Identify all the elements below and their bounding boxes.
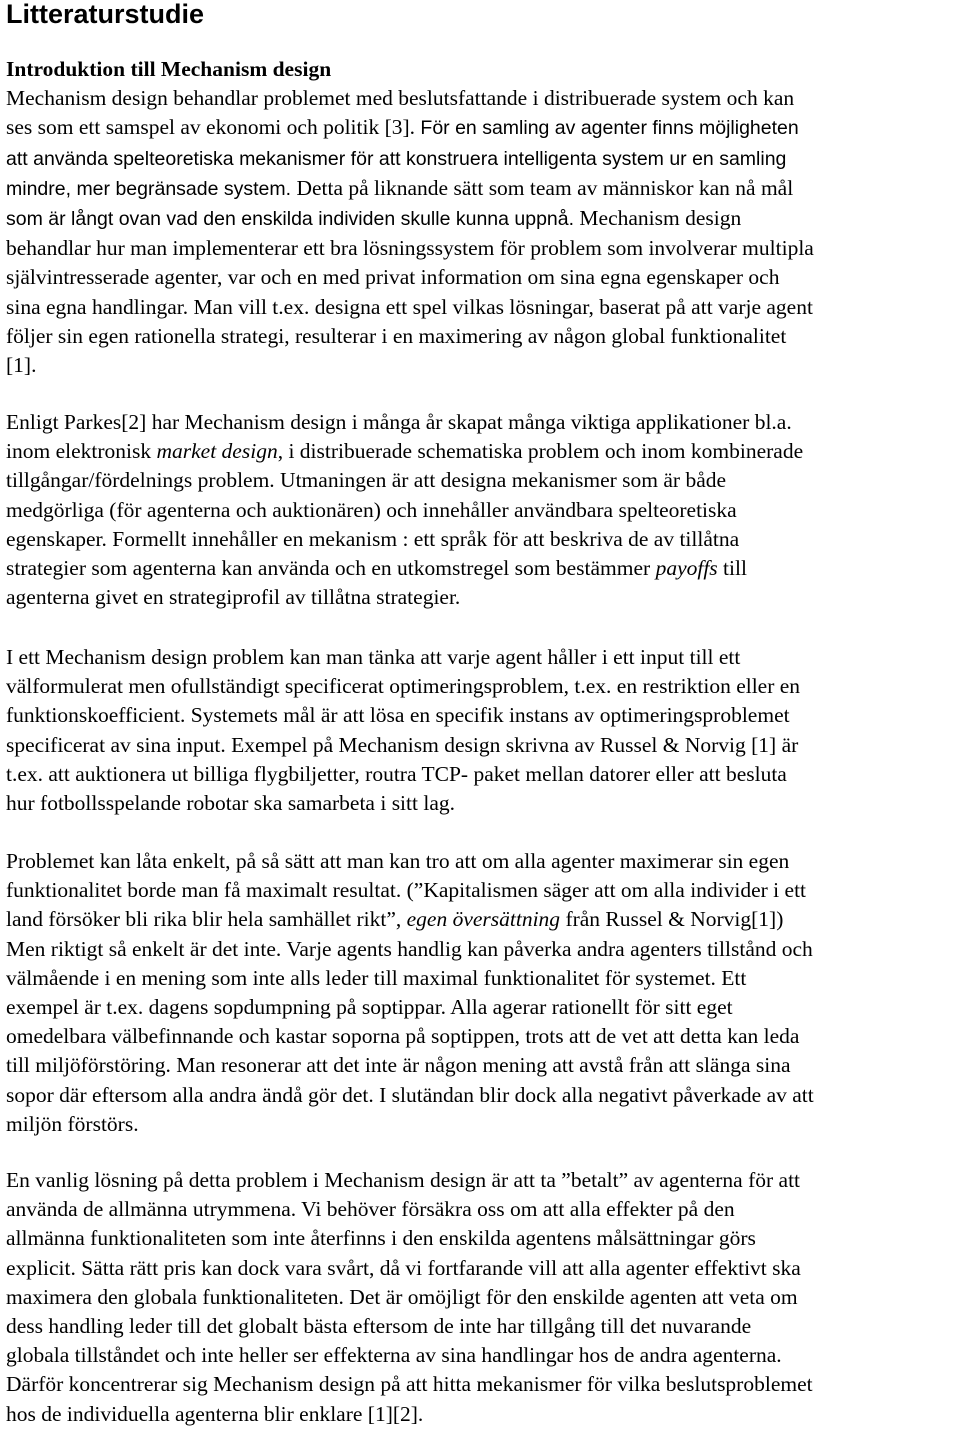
text-line bbox=[6, 204, 958, 234]
text-run: välformulerat men ofullständigt specificerat optimeringsproblem, t.ex. en restriktion eller en bbox=[6, 674, 801, 699]
text-run: inom elektronisk bbox=[6, 439, 157, 464]
page-title: Litteraturstudie bbox=[6, 0, 205, 29]
text-run: , i distribuerade schematiska problem och inom kombinerade bbox=[277, 439, 804, 464]
text-run: sopor där eftersom alla andra ändå gör det. I slutändan blir dock alla negativt påverkade av att bbox=[6, 1082, 814, 1107]
text-line bbox=[6, 731, 958, 760]
text-line bbox=[6, 1224, 958, 1253]
text-line bbox=[6, 1400, 958, 1429]
text-run: allmänna funktionaliteten som inte återfinns i den enskilda agentens målsättningar görs bbox=[6, 1226, 756, 1251]
text-run: miljön förstörs. bbox=[6, 1111, 139, 1136]
text-line bbox=[6, 322, 958, 351]
text-line bbox=[6, 964, 958, 993]
text-run: följer sin egen rationella strategi, resulterar i en maximering av någon global funktionalitet bbox=[6, 323, 787, 348]
text-run: [1]. bbox=[6, 353, 37, 378]
text-line bbox=[6, 935, 958, 964]
text-run: självintresserade agenter, var och en med privat information om sina egna egenskaper och bbox=[6, 265, 780, 290]
text-line bbox=[6, 583, 958, 612]
text-line bbox=[6, 496, 958, 525]
text-run: till bbox=[717, 556, 747, 581]
text-line bbox=[6, 1254, 958, 1283]
text-line bbox=[6, 760, 958, 789]
text-run: Mechanism design behandlar problemet med beslutsfattande i distribuerade system och kan bbox=[6, 86, 795, 111]
text-run: land försöker bli rika blir hela samhället rikt”, bbox=[6, 907, 407, 932]
text-line bbox=[6, 263, 958, 292]
text-run: globala tillståndet och inte heller ser effekterna av sina handlingar hos de andra agenterna. bbox=[6, 1343, 782, 1368]
text-line bbox=[6, 1022, 958, 1051]
emphasized-text: egen översättning bbox=[406, 907, 561, 932]
text-line bbox=[6, 174, 958, 204]
text-line bbox=[6, 293, 958, 322]
text-run: agenterna givet en strategiprofil av tillåtna strategier. bbox=[6, 585, 461, 610]
paragraph-parkes bbox=[6, 408, 958, 612]
emphasized-text: market design bbox=[156, 439, 278, 464]
paragraph-input bbox=[6, 643, 958, 818]
text-line bbox=[6, 113, 958, 143]
text-run: omedelbara välbefinnande och kastar soporna på soptippen, trots att de vet att detta kan leda bbox=[6, 1024, 800, 1049]
text-run: dess handling leder till det globalt bästa eftersom de inte har tillgång till det nuvarande bbox=[6, 1314, 752, 1339]
text-line bbox=[6, 1081, 958, 1110]
text-line bbox=[6, 1195, 958, 1224]
text-run: från Russel & Norvig[1]) bbox=[560, 907, 784, 932]
text-line bbox=[6, 466, 958, 495]
text-run: ses som ett samspel av ekonomi och politik [3]. bbox=[6, 115, 421, 140]
text-line bbox=[6, 847, 958, 876]
text-line bbox=[6, 525, 958, 554]
text-line bbox=[6, 876, 958, 905]
text-run: behandlar hur man implementerar ett bra lösningssystem för problem som involverar multipla bbox=[6, 236, 814, 261]
text-run: I ett Mechanism design problem kan man tänka att varje agent håller i ett input till ett bbox=[6, 645, 741, 669]
text-run: Enligt Parkes[2] har Mechanism design i många år skapat många viktiga applikationer bl.a. bbox=[6, 410, 792, 434]
text-run: hos de individuella agenterna blir enklare [1][2]. bbox=[6, 1401, 424, 1426]
text-line bbox=[6, 672, 958, 701]
text-run: välmående i en mening som inte alls leder till maximal funktionalitet för systemet. Ett bbox=[6, 965, 747, 990]
text-run: sina egna handlingar. Man vill t.ex. designa ett spel vilkas lösningar, baserat på att varje agent bbox=[6, 294, 813, 319]
text-run: specificerat av sina input. Exempel på Mechanism design skrivna av Russel & Norvig [1] är bbox=[6, 732, 799, 757]
text-run: mindre, mer begränsade system. bbox=[6, 177, 297, 200]
text-line bbox=[6, 789, 958, 818]
text-run: strategier som agenterna kan använda och en utkomstregel som bestämmer bbox=[6, 556, 656, 581]
text-run: använda de allmänna utrymmena. Vi behöver försäkra oss om att alla effekter på den bbox=[6, 1197, 735, 1222]
text-line bbox=[6, 1166, 958, 1195]
text-run: maximera den globala funktionaliteten. Det är omöjligt för den enskilde agenten att veta om bbox=[6, 1284, 798, 1309]
text-line bbox=[6, 993, 958, 1022]
text-run: som är långt ovan vad den enskilda individen skulle kunna uppnå. bbox=[6, 208, 575, 231]
text-run: t.ex. att auktionera ut billiga flygbiljetter, routra TCP- paket mellan datorer eller att besluta bbox=[6, 761, 787, 786]
text-line bbox=[6, 55, 958, 84]
text-line bbox=[6, 1283, 958, 1312]
text-line bbox=[6, 1370, 958, 1399]
text-run: Därför koncentrerar sig Mechanism design på att hitta mekanismer för vilka beslutsproblemet bbox=[6, 1372, 813, 1397]
text-run: explicit. Sätta rätt pris kan dock vara svårt, då vi fortfarande vill att alla agenter effektivt ska bbox=[6, 1255, 801, 1280]
text-run: En vanlig lösning på detta problem i Mechanism design är att ta ”betalt” av agenterna för att bbox=[6, 1168, 801, 1192]
text-line bbox=[6, 1110, 958, 1139]
paragraph-solution bbox=[6, 1166, 958, 1429]
text-run: till miljöförstöring. Man resonerar att det inte är någon mening att avstå från att slänga sina bbox=[6, 1053, 791, 1078]
section-heading: Introduktion till Mechanism design bbox=[6, 57, 332, 81]
text-run: För en samling av agenter finns möjligheten bbox=[420, 117, 799, 140]
text-run: att använda spelteoretiska mekanismer för att konstruera intelligenta system ur en samling bbox=[6, 147, 787, 170]
text-line bbox=[6, 554, 958, 583]
text-run: Men riktigt så enkelt är det inte. Varje agents handlig kan påverka andra agenters tillstånd och bbox=[6, 936, 813, 961]
text-run: funktionalitet borde man få maximalt resultat. (”Kapitalismen säger att om alla individer i ett bbox=[6, 878, 807, 903]
text-line bbox=[6, 144, 958, 174]
intro-section bbox=[6, 55, 958, 380]
text-line bbox=[6, 1312, 958, 1341]
text-line bbox=[6, 437, 958, 466]
paragraph-problem bbox=[6, 847, 958, 1139]
text-run: medgörliga (för agenterna och auktionären) och innehåller användbara spelteoretiska bbox=[6, 497, 737, 522]
text-run: hur fotbollsspelande robotar ska samarbeta i sitt lag. bbox=[6, 791, 455, 816]
text-line bbox=[6, 643, 958, 672]
text-line bbox=[6, 234, 958, 263]
text-line bbox=[6, 408, 958, 437]
text-run: Problemet kan låta enkelt, på så sätt att man kan tro att om alla agenter maximerar sin egen bbox=[6, 849, 790, 873]
text-run: funktionskoefficient. Systemets mål är att lösa en specifik instans av optimeringsproblemet bbox=[6, 703, 790, 728]
text-line bbox=[6, 351, 958, 380]
text-run: egenskaper. Formellt innehåller en mekanism : ett språk för att beskriva de av tillåtna bbox=[6, 526, 740, 551]
text-run: Detta på liknande sätt som team av människor kan nå mål bbox=[296, 175, 794, 200]
text-run: exempel är t.ex. dagens sopdumpning på soptippar. Alla agerar rationellt för sitt eget bbox=[6, 995, 733, 1020]
text-run: tillgångar/fördelnings problem. Utmaningen är att designa mekanismer som är både bbox=[6, 468, 727, 493]
text-run: Mechanism design bbox=[574, 206, 742, 231]
text-line bbox=[6, 1051, 958, 1080]
text-line bbox=[6, 905, 958, 934]
text-line bbox=[6, 84, 958, 113]
text-line bbox=[6, 701, 958, 730]
text-line bbox=[6, 1341, 958, 1370]
emphasized-text: payoffs bbox=[655, 556, 718, 581]
